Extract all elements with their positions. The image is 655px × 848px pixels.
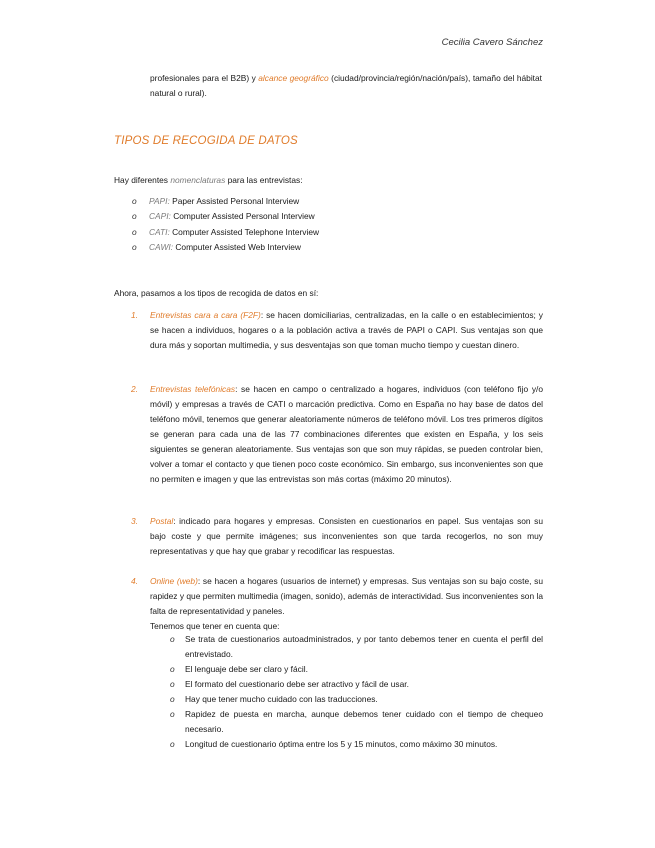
bullet-marker: o [170, 709, 175, 719]
list-item [170, 707, 543, 737]
item-colon: : [173, 516, 176, 526]
intro-text-pre: Hay diferentes [114, 175, 171, 185]
item-colon: : [235, 384, 238, 394]
acronym-text: Computer Assisted Telephone Interview [169, 226, 320, 237]
bullet-marker: o [132, 241, 137, 252]
list-item [170, 692, 543, 707]
bullet-marker: o [170, 664, 175, 674]
item-number: 1. [131, 310, 138, 320]
acronym-text: Paper Assisted Personal Interview [169, 196, 300, 206]
numbered-item-1 [131, 308, 543, 353]
acronym-abbr: PAPI: [149, 196, 170, 206]
list-item [132, 194, 542, 209]
list-item [132, 209, 542, 224]
lead-paragraph: Ahora, pasamos a los tipos de recogida de datos en sí: [114, 288, 319, 298]
intro-paragraph [114, 173, 542, 188]
continuation-paragraph [150, 71, 542, 101]
item-body [150, 382, 543, 487]
item-title: Entrevistas telefónicas [150, 384, 236, 394]
item-number: 2. [131, 384, 138, 394]
item-text: indicado para hogares y empresas. Consisten en cuestionarios en papel. Sus ventajas son su bajo coste y que permite imágenes; sus inconvenientes son que tarda recogerlos, no son muy representativas y que hay que grabar y recodificar las respuestas. [150, 516, 543, 556]
acronym-text: Computer Assisted Web Interview [173, 241, 301, 252]
list-item [132, 240, 542, 255]
list-item [132, 225, 542, 240]
intro-text-post: para las entrevistas: [225, 175, 303, 185]
bullet-marker: o [170, 679, 175, 689]
numbered-item-3 [131, 514, 543, 559]
list-item-text: El lenguaje debe ser claro y fácil. [185, 664, 308, 674]
list-item [170, 662, 543, 677]
item-title: Entrevistas cara a cara (F2F) [150, 310, 261, 320]
bullet-marker: o [170, 634, 175, 644]
list-item-text: Rapidez de puesta en marcha, aunque debemos tener cuidado con el tiempo de chequeo necesario. [185, 709, 543, 734]
item-colon: : [260, 310, 264, 320]
list-item-text: Se trata de cuestionarios autoadministrados, y por tanto debemos tener en cuenta el perfil del entrevistado. [185, 634, 543, 659]
bullet-marker: o [132, 211, 137, 222]
acronym-list [132, 194, 542, 255]
list-item [170, 632, 543, 662]
list-item [170, 677, 543, 692]
bullet-marker: o [170, 739, 175, 749]
list-item-text: Longitud de cuestionario óptima entre los 5 y 15 minutos, como máximo 30 minutos. [185, 739, 498, 749]
item-body [150, 574, 543, 634]
item-title: Online (web) [150, 576, 198, 586]
acronym-abbr: CAWI: [149, 241, 174, 252]
page-header-author: Cecilia Cavero Sánchez [441, 37, 543, 48]
online-considerations-list [170, 632, 543, 752]
item-body [150, 514, 543, 559]
item-number: 3. [131, 516, 138, 526]
item-colon: : [197, 576, 201, 586]
bullet-marker: o [132, 226, 137, 237]
item-title: Postal [150, 516, 174, 526]
list-item [170, 737, 543, 752]
numbered-item-4 [131, 574, 543, 634]
item-body [150, 308, 543, 353]
item-text: se hacen a hogares (usuarios de internet) y empresas. Sus ventajas son su bajo coste, su rapidez y que permiten multimedia (imagen, sonido), además de interactividad. Sus inconvenientes son la falta de representatividad y paneles. [150, 576, 543, 616]
bullet-marker: o [170, 694, 175, 704]
acronym-abbr: CATI: [149, 226, 170, 237]
numbered-item-2 [131, 382, 543, 487]
item-number: 4. [131, 576, 138, 586]
list-item-text: El formato del cuestionario debe ser atractivo y fácil de usar. [185, 679, 409, 689]
acronym-abbr: CAPI: [149, 211, 171, 222]
continuation-text-pre: profesionales para el B2B) y [150, 73, 259, 83]
item-text-2: Tenemos que tener en cuenta que: [150, 621, 280, 631]
section-heading: TIPOS DE RECOGIDA DE DATOS [114, 135, 298, 147]
continuation-highlight: alcance geográfico [258, 73, 329, 83]
continuation-text-post: (ciudad/provincia/región/nación/país), tamaño del hábitat natural o rural). [150, 73, 542, 98]
intro-emphasis: nomenclaturas [170, 175, 226, 185]
item-text: se hacen domiciliarias, centralizadas, en la calle o en establecimientos; y se hacen a individuos, hogares o a la población activa a través de PAPI o CAPI. Sus ventajas son que dura más y soportan multimedia, y sus desventajas son que toman mucho tiempo y cuestan dinero. [150, 310, 543, 350]
list-item-text: Hay que tener mucho cuidado con las traducciones. [185, 694, 378, 704]
item-text: se hacen en campo o centralizado a hogares, individuos (con teléfono fijo y/o móvil) y empresas a través de CATI o marcación predictiva. Como en España no hay base de datos del teléfono móvil, tenemos que generar aleatoriamente números de teléfono móvil. Los tres primeros dígitos se generan para cada una de las 77 combinaciones diferentes que existen en España, y los seis siguientes se generan aleatoriamente. Sus ventajas son que son muy rápidas, se pueden controlar bien, volver a tomar el contacto y que tienen poco coste económico. Sin embargo, sus inconvenientes son que no permiten e imagen y que las entrevistas son más cortas (máximo 20 minutos). [150, 384, 543, 484]
bullet-marker: o [132, 196, 137, 206]
acronym-text: Computer Assisted Personal Interview [170, 211, 315, 222]
